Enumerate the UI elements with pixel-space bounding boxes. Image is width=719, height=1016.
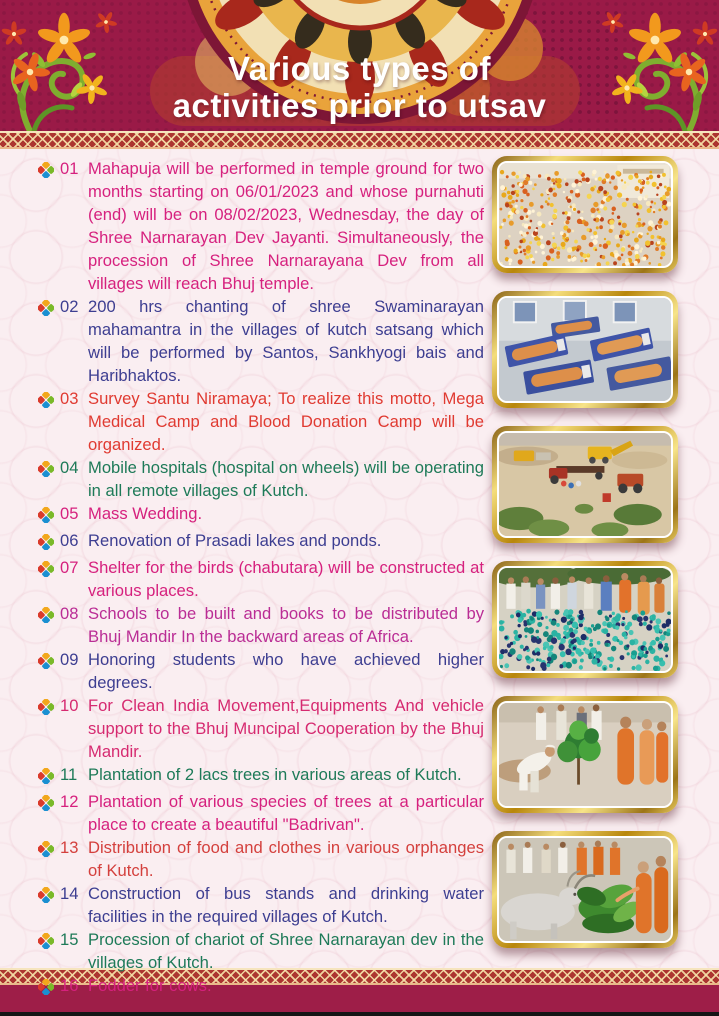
- activity-text: Mobile hospitals (hospital on wheels) will be operating in all remote villages of Kutch.: [88, 458, 484, 500]
- activity-text: Mahapuja will be performed in temple ground for two months starting on 06/01/2023 and whose purnahuti (end) will be on 08/02/2023, Wednesday, the day of Shree Narnarayan Dev Jayanti. Simultaneously, the procession of Shree Narnarayana Dev from all villages will reach Bhuj temple.: [88, 159, 484, 293]
- diamond-bullet-icon: [38, 460, 54, 483]
- diamond-bullet-icon: [38, 606, 54, 629]
- activity-text: Procession of chariot of Shree Narnarayan dev in the villages of Kutch.: [88, 930, 484, 972]
- activity-number: 11: [60, 765, 78, 784]
- activity-item: [38, 387, 486, 456]
- diamond-bullet-icon: [38, 161, 54, 184]
- activity-text: Fodder for cows.: [88, 976, 212, 995]
- activity-number: 06: [60, 531, 79, 550]
- diamond-bullet-icon: [38, 794, 54, 817]
- activity-item: [38, 456, 486, 502]
- activity-text: Distribution of food and clothes in various orphanges of Kutch.: [88, 838, 484, 880]
- photo-tree-plantation: [492, 696, 678, 813]
- activity-number: 02: [60, 297, 79, 316]
- activity-text: Renovation of Prasadi lakes and ponds.: [88, 531, 382, 550]
- diamond-bullet-icon: [38, 560, 54, 583]
- activity-number: 10: [60, 696, 79, 715]
- diamond-bullet-icon: [38, 840, 54, 863]
- activity-number: 08: [60, 604, 79, 623]
- diamond-bullet-icon: [38, 932, 54, 955]
- activity-item: [38, 648, 486, 694]
- activity-text: 200 hrs chanting of shree Swaminarayan mahamantra in the villages of kutch satsang which will be performed by Santos, Sankhyogi bais and Haribhaktos.: [88, 297, 484, 385]
- activity-text: Plantation of 2 lacs trees in various areas of Kutch.: [88, 765, 462, 784]
- activities-list: [0, 149, 486, 995]
- activity-number: 07: [60, 558, 79, 577]
- activity-number: 09: [60, 650, 79, 669]
- page-title-line2: activities prior to utsav: [172, 87, 547, 124]
- activity-text: Shelter for the birds (chabutara) will be constructed at various places.: [88, 558, 484, 600]
- activity-item: [38, 529, 486, 556]
- page-title: [0, 50, 719, 124]
- activity-number: 14: [60, 884, 79, 903]
- diamond-bullet-icon: [38, 506, 54, 529]
- activity-text: Plantation of various species of trees at a particular place to create a beautiful "Badrivan".: [88, 792, 484, 834]
- lattice-border-top: [0, 131, 719, 149]
- activity-item: [38, 974, 486, 1001]
- activity-number: 05: [60, 504, 79, 523]
- diamond-bullet-icon: [38, 978, 54, 1001]
- diamond-bullet-icon: [38, 652, 54, 675]
- photo-mahapuja-crowd: [492, 156, 678, 273]
- activity-text: Construction of bus stands and drinking water facilities in the required villages of Kutch.: [88, 884, 484, 926]
- diamond-bullet-icon: [38, 767, 54, 790]
- photo-lake-renovation: [492, 426, 678, 543]
- activity-item: [38, 836, 486, 882]
- activity-text: For Clean India Movement,Equipments And vehicle support to the Bhuj Muncipal Cooperation by the Bhuj Mandir.: [88, 696, 484, 761]
- activity-text: Survey Santu Niramaya; To realize this motto, Mega Medical Camp and Blood Donation Camp will be organized.: [88, 389, 484, 454]
- activity-text: Honoring students who have achieved higher degrees.: [88, 650, 484, 692]
- activity-text: Schools to be built and books to be distributed by Bhuj Mandir In the backward areas of Africa.: [88, 604, 484, 646]
- photo-cow-fodder: [492, 831, 678, 948]
- activity-number: 01: [60, 159, 79, 178]
- page-title-line1: Various types of: [228, 50, 491, 87]
- activity-text: Mass Wedding.: [88, 504, 203, 523]
- activity-item: [38, 928, 486, 974]
- saints-right: [617, 717, 668, 785]
- activity-item: [38, 502, 486, 529]
- activity-item: [38, 295, 486, 387]
- activity-item: [38, 556, 486, 602]
- activity-number: 13: [60, 838, 79, 857]
- activity-number: 15: [60, 930, 79, 949]
- diamond-bullet-icon: [38, 299, 54, 322]
- content-body: [0, 149, 719, 995]
- activity-item: [38, 882, 486, 928]
- activity-number: 12: [60, 792, 79, 811]
- activity-number: 03: [60, 389, 79, 408]
- header: [0, 0, 719, 131]
- activity-item: [38, 694, 486, 763]
- diamond-bullet-icon: [38, 533, 54, 556]
- photo-column: [486, 149, 719, 968]
- activity-item: [38, 790, 486, 836]
- bottom-edge-strip: [0, 1012, 719, 1016]
- activity-item: [38, 602, 486, 648]
- activity-item: [38, 157, 486, 295]
- activity-item: [38, 763, 486, 790]
- photo-rest-beds: [492, 291, 678, 408]
- activity-number: 16: [60, 976, 79, 995]
- diamond-bullet-icon: [38, 886, 54, 909]
- diamond-bullet-icon: [38, 391, 54, 414]
- activity-number: 04: [60, 458, 79, 477]
- diamond-bullet-icon: [38, 698, 54, 721]
- photo-books-distribution: [492, 561, 678, 678]
